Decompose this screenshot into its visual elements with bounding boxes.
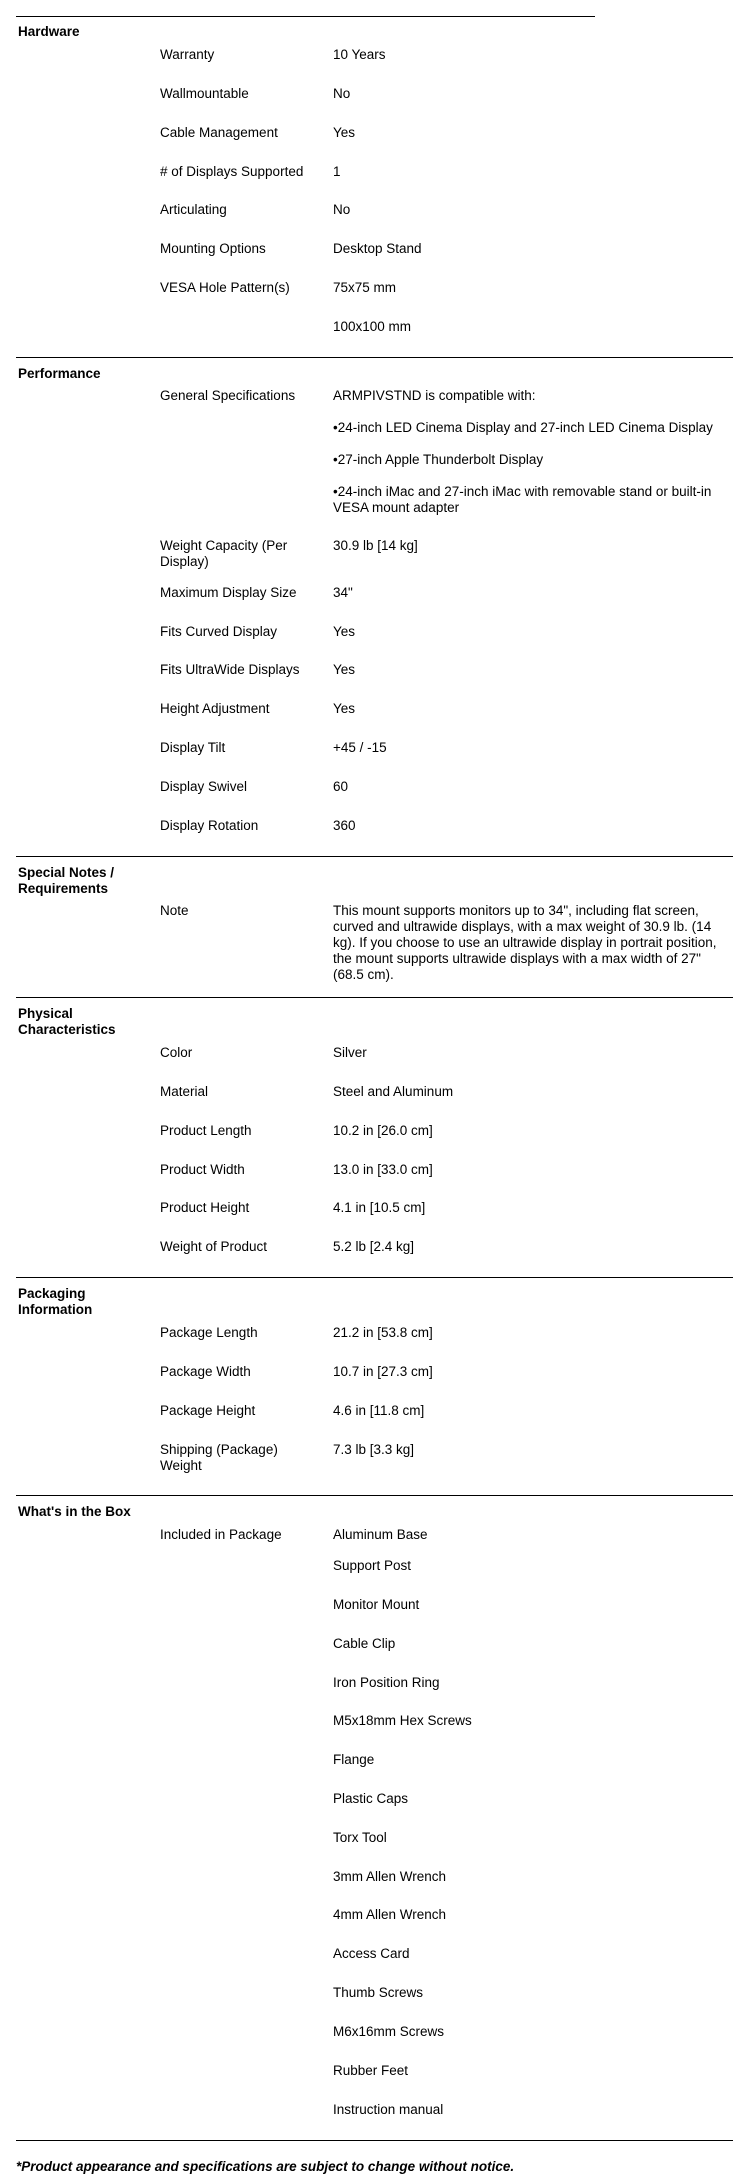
- box-item: Torx Tool: [333, 1830, 387, 1845]
- spec-label-fits-curved: Fits Curved Display: [160, 624, 278, 639]
- spec-value-shipping-weight: 7.3 lb [3.3 kg]: [333, 1442, 415, 1457]
- spec-label-product-weight: Weight of Product: [160, 1239, 268, 1254]
- box-item: Instruction manual: [333, 2102, 444, 2117]
- divider: [16, 1495, 733, 1496]
- section-title-whats-in-box: What's in the Box: [18, 1504, 131, 1519]
- divider: [16, 856, 733, 857]
- spec-label-max-display-size: Maximum Display Size: [160, 585, 297, 600]
- spec-label-warranty: Warranty: [160, 47, 215, 62]
- box-item: M6x16mm Screws: [333, 2024, 445, 2039]
- spec-label-mounting-options: Mounting Options: [160, 241, 266, 256]
- spec-label-color: Color: [160, 1045, 193, 1060]
- spec-value-articulating: No: [333, 202, 351, 217]
- box-item: Rubber Feet: [333, 2063, 409, 2078]
- spec-label-articulating: Articulating: [160, 202, 227, 217]
- spec-value-fits-curved: Yes: [333, 624, 356, 639]
- spec-value-package-height: 4.6 in [11.8 cm]: [333, 1403, 425, 1418]
- spec-value-display-swivel: 60: [333, 779, 349, 794]
- spec-value-height-adjustment: Yes: [333, 701, 356, 716]
- spec-label-material: Material: [160, 1084, 209, 1099]
- box-item: Cable Clip: [333, 1636, 396, 1651]
- spec-value-wallmountable: No: [333, 86, 351, 101]
- spec-label-product-height: Product Height: [160, 1200, 250, 1215]
- box-item: Aluminum Base: [333, 1527, 428, 1542]
- spec-label-package-length: Package Length: [160, 1325, 258, 1340]
- box-item: Support Post: [333, 1558, 412, 1573]
- spec-label-package-width: Package Width: [160, 1364, 251, 1379]
- spec-value-material: Steel and Aluminum: [333, 1084, 454, 1099]
- spec-value-vesa-pattern: 75x75 mm: [333, 280, 397, 295]
- spec-label-general-specifications: General Specifications: [160, 388, 296, 403]
- spec-label-shipping-weight: Shipping (Package) Weight: [160, 1442, 278, 1473]
- box-item: M5x18mm Hex Screws: [333, 1713, 472, 1728]
- section-title-packaging: Packaging Information: [18, 1286, 93, 1317]
- section-title-special-notes: Special Notes / Requirements: [18, 865, 115, 896]
- divider: [16, 16, 595, 17]
- spec-value-general-specifications: •27-inch Apple Thunderbolt Display: [333, 452, 544, 467]
- spec-label-display-rotation: Display Rotation: [160, 818, 259, 833]
- spec-label-weight-capacity: Weight Capacity (Per Display): [160, 538, 288, 569]
- spec-value-cable-management: Yes: [333, 125, 356, 140]
- divider: [16, 2140, 733, 2141]
- divider: [16, 357, 733, 358]
- spec-value-weight-capacity: 30.9 lb [14 kg]: [333, 538, 418, 553]
- spec-label-package-height: Package Height: [160, 1403, 256, 1418]
- spec-value-display-tilt: +45 / -15: [333, 740, 387, 755]
- spec-value-warranty: 10 Years: [333, 47, 386, 62]
- disclaimer: *Product appearance and specifications are subject to change without notice.: [16, 2159, 515, 2174]
- spec-value-displays-supported: 1: [333, 164, 341, 179]
- spec-value-general-specifications: ARMPIVSTND is compatible with:: [333, 388, 536, 403]
- spec-value-max-display-size: 34": [333, 585, 353, 600]
- spec-value-fits-ultrawide: Yes: [333, 662, 356, 677]
- box-item: Plastic Caps: [333, 1791, 409, 1806]
- spec-label-wallmountable: Wallmountable: [160, 86, 249, 101]
- box-item: Flange: [333, 1752, 375, 1767]
- spec-label-displays-supported: # of Displays Supported: [160, 164, 304, 179]
- spec-label-vesa-pattern: VESA Hole Pattern(s): [160, 280, 290, 295]
- spec-value-display-rotation: 360: [333, 818, 356, 833]
- spec-label-product-length: Product Length: [160, 1123, 252, 1138]
- box-item: Thumb Screws: [333, 1985, 424, 2000]
- spec-label-display-tilt: Display Tilt: [160, 740, 226, 755]
- spec-label-fits-ultrawide: Fits UltraWide Displays: [160, 662, 300, 677]
- divider: [16, 1277, 733, 1278]
- spec-value-product-length: 10.2 in [26.0 cm]: [333, 1123, 433, 1138]
- spec-value-general-specifications: •24-inch iMac and 27-inch iMac with removable stand or built-in VESA mount adapter: [333, 484, 712, 515]
- spec-label-cable-management: Cable Management: [160, 125, 278, 140]
- section-title-performance: Performance: [18, 366, 101, 381]
- section-title-physical: Physical Characteristics: [18, 1006, 116, 1037]
- spec-label-height-adjustment: Height Adjustment: [160, 701, 270, 716]
- box-item: Monitor Mount: [333, 1597, 420, 1612]
- spec-value-general-specifications: •24-inch LED Cinema Display and 27-inch LED Cinema Display: [333, 420, 713, 435]
- box-item: Iron Position Ring: [333, 1675, 440, 1690]
- spec-value-vesa-pattern: 100x100 mm: [333, 319, 412, 334]
- spec-value-package-length: 21.2 in [53.8 cm]: [333, 1325, 433, 1340]
- divider: [16, 997, 733, 998]
- spec-label-product-width: Product Width: [160, 1162, 245, 1177]
- section-title-hardware: Hardware: [18, 24, 80, 39]
- box-item: Access Card: [333, 1946, 410, 1961]
- spec-value-product-weight: 5.2 lb [2.4 kg]: [333, 1239, 415, 1254]
- spec-label-included-in-package: Included in Package: [160, 1527, 282, 1542]
- spec-value-mounting-options: Desktop Stand: [333, 241, 422, 256]
- box-item: 3mm Allen Wrench: [333, 1869, 447, 1884]
- spec-value-product-height: 4.1 in [10.5 cm]: [333, 1200, 426, 1215]
- box-item: 4mm Allen Wrench: [333, 1907, 447, 1922]
- spec-value-package-width: 10.7 in [27.3 cm]: [333, 1364, 433, 1379]
- spec-label-note: Note: [160, 903, 189, 918]
- spec-value-color: Silver: [333, 1045, 367, 1060]
- spec-label-display-swivel: Display Swivel: [160, 779, 248, 794]
- spec-value-product-width: 13.0 in [33.0 cm]: [333, 1162, 433, 1177]
- spec-value-note: This mount supports monitors up to 34", including flat screen, curved and ultrawide displays, with a max weight of 30.9 lb. (14 kg). If you choose to use an ultrawide display in portrait position, the mount supports ultrawide displays with a max width of 27" (68.5 cm).: [333, 903, 717, 982]
